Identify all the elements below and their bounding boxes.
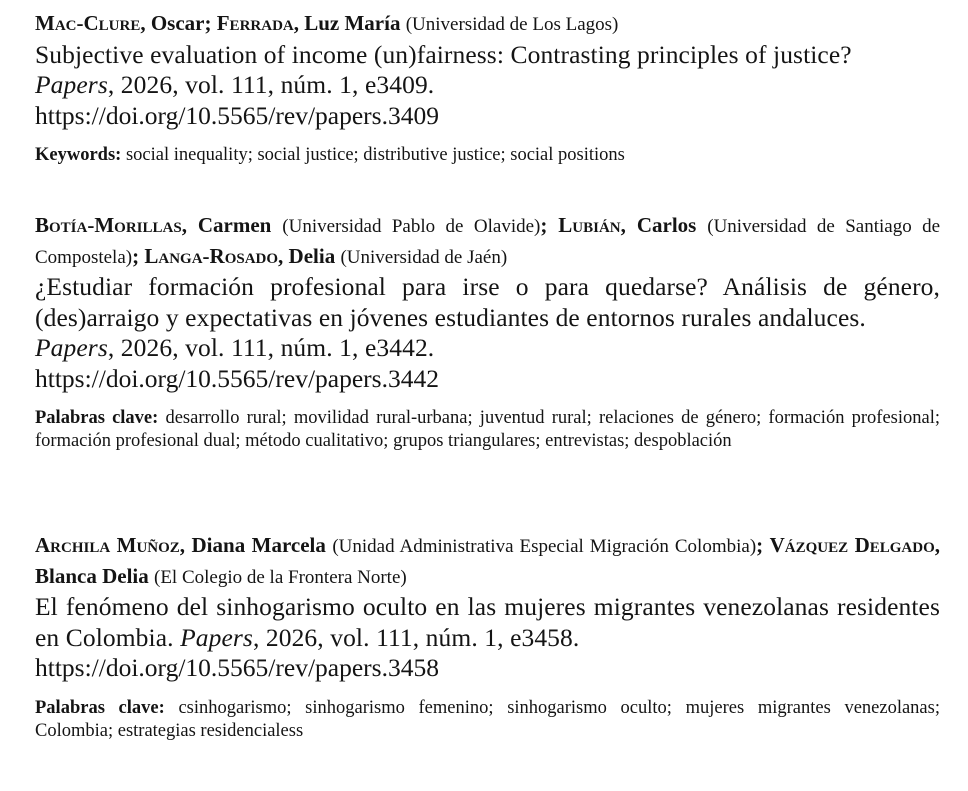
author-name: Vázquez Delgado, Blanca Delia — [35, 533, 941, 588]
citation-details: , 2026, vol. 111, núm. 1, e3442. — [107, 333, 435, 362]
author-name: Mac-Clure, Oscar; Ferrada, Luz María — [35, 11, 401, 35]
citation-details: , 2026, vol. 111, núm. 1, e3409. — [107, 70, 435, 99]
keywords-label: Palabras clave: — [35, 408, 159, 428]
journal-name: Papers — [180, 622, 253, 652]
author-name: Langa-Rosado, Delia — [144, 243, 336, 268]
author-affiliation: (Universidad de Santiago de Compostela) — [35, 216, 941, 268]
author-affiliation: (Universidad de Los Lagos) — [405, 14, 619, 35]
author-affiliation: (El Colegio de la Frontera Norte) — [154, 566, 407, 588]
journal-name: Papers — [35, 333, 108, 362]
author-line: Botía-Morillas, Carmen (Universidad Pablo de Olavide); Lubián, Carlos (Universidad de Santiago de Compostela); Langa-Rosado, Delia (Universidad de Jaén) — [35, 213, 941, 268]
doi-link[interactable]: https://doi.org/10.5565/rev/papers.3409 — [35, 100, 439, 130]
article-title: Subjective evaluation of income (un)fairness: Contrasting principles of justice? Papers, 2026, vol. 111, núm. 1, e3409. — [35, 39, 852, 99]
citation-details: , 2026, vol. 111, núm. 1, e3458. — [252, 622, 580, 652]
keywords-label: Keywords: — [35, 145, 122, 165]
keywords-text: csinhogarismo; sinhogarismo femenino; sinhogarismo oculto; mujeres migrantes venezolanas; Colombia; estrategias residencialess — [35, 697, 940, 741]
keywords — [35, 407, 940, 453]
bibliography-entry — [35, 9, 940, 167]
author-affiliation: (Universidad Pablo de Olavide) — [282, 216, 541, 237]
author-name: Archila Muñoz, Diana Marcela — [35, 533, 326, 557]
journal-name: Papers — [35, 70, 108, 99]
article-title: ¿Estudiar formación profesional para irse o para quedarse? Análisis de género, (des)arraigo y expectativas en jóvenes estudiantes de entornos rurales andaluces. Papers, 2026, vol. 111, núm. 1, e3442. — [35, 272, 940, 362]
keywords-text: social inequality; social justice; distributive justice; social positions — [121, 145, 625, 165]
author-name: Botía-Morillas, Carmen — [35, 213, 272, 237]
author-line — [35, 9, 940, 40]
doi-link[interactable]: https://doi.org/10.5565/rev/papers.3458 — [35, 653, 439, 682]
author-affiliation: (Unidad Administrativa Especial Migración Colombia) — [332, 536, 757, 557]
author-name: Lubián, Carlos — [558, 213, 697, 237]
bibliography-entry — [35, 211, 940, 453]
keywords — [35, 697, 940, 743]
author-affiliation: (Universidad de Jaén) — [340, 246, 508, 268]
keywords-text: desarrollo rural; movilidad rural-urbana; juventud rural; relaciones de género; formación profesional; formación profesional dual; método cualitativo; grupos triangulares; entrevistas; despoblación — [35, 408, 940, 451]
article-title: El fenómeno del sinhogarismo oculto en las mujeres migrantes venezolanas residentes en Colombia. Papers, 2026, vol. 111, núm. 1, e3458. — [35, 592, 940, 652]
keywords — [35, 144, 940, 167]
author-line: Archila Muñoz, Diana Marcela (Unidad Administrativa Especial Migración Colombia); Vázquez Delgado, Blanca Delia (El Colegio de la Frontera Norte) — [35, 533, 941, 588]
doi-link[interactable]: https://doi.org/10.5565/rev/papers.3442 — [35, 363, 439, 393]
keywords-label: Palabras clave: — [35, 697, 165, 718]
bibliography-entry — [35, 531, 940, 743]
